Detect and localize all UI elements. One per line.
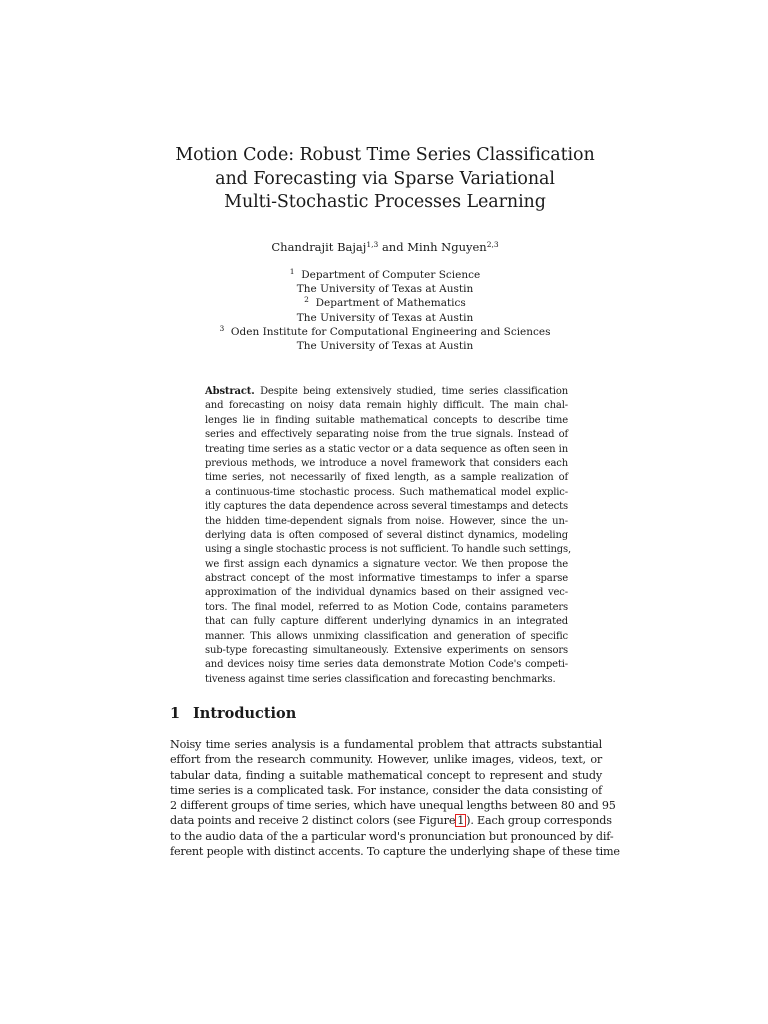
abstract xyxy=(205,385,572,687)
body-line: tabular data, finding a suitable mathematical concept to represent and study xyxy=(170,768,602,782)
affiliation-line xyxy=(150,325,620,339)
abstract-line: treating time series as a static vector or a data sequence as often seen in xyxy=(205,443,568,455)
section-heading xyxy=(170,705,296,722)
body-line: to the audio data of the a particular word's pronunciation but pronounced by dif- xyxy=(170,829,614,843)
body-line xyxy=(170,813,612,828)
abstract-line xyxy=(205,385,568,399)
title-line: Motion Code: Robust Time Series Classification xyxy=(175,145,595,165)
affiliation-institution: The University of Texas at Austin xyxy=(296,340,474,353)
abstract-line: derlying data is often composed of several distinct dynamics, modeling xyxy=(205,529,568,541)
title-line: and Forecasting via Sparse Variational xyxy=(215,168,555,189)
author-list xyxy=(150,240,620,254)
title-line: Multi-Stochastic Processes Learning xyxy=(224,192,546,212)
abstract-line: itly captures the data dependence across several timestamps and detects xyxy=(205,501,568,513)
abstract-label: Abstract. xyxy=(205,386,255,397)
body-line: effort from the research community. However, unlike images, videos, text, or xyxy=(170,753,602,767)
abstract-line: previous methods, we introduce a novel framework that considers each xyxy=(205,457,568,469)
author-conjunction: and xyxy=(381,240,404,254)
abstract-line: and devices noisy time series data demonstrate Motion Code's competi- xyxy=(205,659,568,671)
section-title: Introduction xyxy=(193,705,297,722)
affiliation-marker: 2 xyxy=(304,295,309,305)
abstract-line: series and effectively separating noise from the true signals. Instead of xyxy=(205,429,568,441)
introduction-body xyxy=(170,737,620,859)
abstract-line: lenges lie in finding suitable mathematical concepts to describe time xyxy=(205,414,568,426)
affiliation-institution: The University of Texas at Austin xyxy=(296,311,474,324)
abstract-line: abstract concept of the most informative timestamps to infer a sparse xyxy=(205,573,568,585)
abstract-line: manner. This allows unmixing classification and generation of specific xyxy=(205,630,568,642)
affiliation-department: Department of Mathematics xyxy=(315,297,466,310)
affiliation-marker: 3 xyxy=(219,323,225,333)
abstract-line: tors. The final model, referred to as Motion Code, contains parameters xyxy=(205,601,568,613)
figure-reference-link[interactable]: 1 xyxy=(457,814,465,828)
body-text: ). Each group corresponds xyxy=(466,814,612,828)
abstract-line: time series, not necessarily of fixed length, as a sample realization of xyxy=(205,472,568,484)
affiliation-institution: The University of Texas at Austin xyxy=(296,283,474,296)
abstract-line: a continuous-time stochastic process. Such mathematical model explic- xyxy=(205,486,568,498)
abstract-line: sub-type forecasting simultaneously. Extensive experiments on sensors xyxy=(205,645,568,657)
affiliation-line xyxy=(150,296,620,310)
affiliation-department: Department of Computer Science xyxy=(301,269,481,281)
section-number: 1 xyxy=(170,705,181,722)
body-text: data points and receive 2 distinct colors (see Figure xyxy=(170,814,456,828)
author-affiliation-marker: 2,3 xyxy=(486,240,499,249)
body-line: Noisy time series analysis is a fundamental problem that attracts substantial xyxy=(170,738,602,751)
paper-title xyxy=(150,144,620,215)
body-line: time series is a complicated task. For instance, consider the data consisting of xyxy=(170,783,602,797)
author-affiliation-marker: 1,3 xyxy=(366,240,379,249)
author-name: Chandrajit Bajaj xyxy=(271,240,367,254)
abstract-line: tiveness against time series classification and forecasting benchmarks. xyxy=(205,673,556,685)
abstract-line: approximation of the individual dynamics based on their assigned vec- xyxy=(205,587,568,599)
abstract-line: we first assign each dynamics a signature vector. We then propose the xyxy=(205,558,568,570)
abstract-line: that can fully capture different underlying dynamics in an integrated xyxy=(205,616,568,628)
abstract-line: and forecasting on noisy data remain highly difficult. The main chal- xyxy=(205,400,568,412)
abstract-line: the hidden time-dependent signals from noise. However, since the un- xyxy=(205,515,568,527)
affiliations xyxy=(150,268,620,353)
abstract-text: Despite being extensively studied, time series classification xyxy=(260,386,568,397)
body-line: ferent people with distinct accents. To capture the underlying shape of these time xyxy=(170,845,620,859)
body-line: 2 different groups of time series, which have unequal lengths between 80 and 95 xyxy=(170,799,616,813)
affiliation-department: Oden Institute for Computational Engineering and Sciences xyxy=(230,325,551,338)
affiliation-marker: 1 xyxy=(289,267,295,276)
affiliation-line xyxy=(150,268,620,282)
author-name: Minh Nguyen xyxy=(407,240,487,254)
abstract-line: using a single stochastic process is not sufficient. To handle such settings, xyxy=(205,544,572,556)
